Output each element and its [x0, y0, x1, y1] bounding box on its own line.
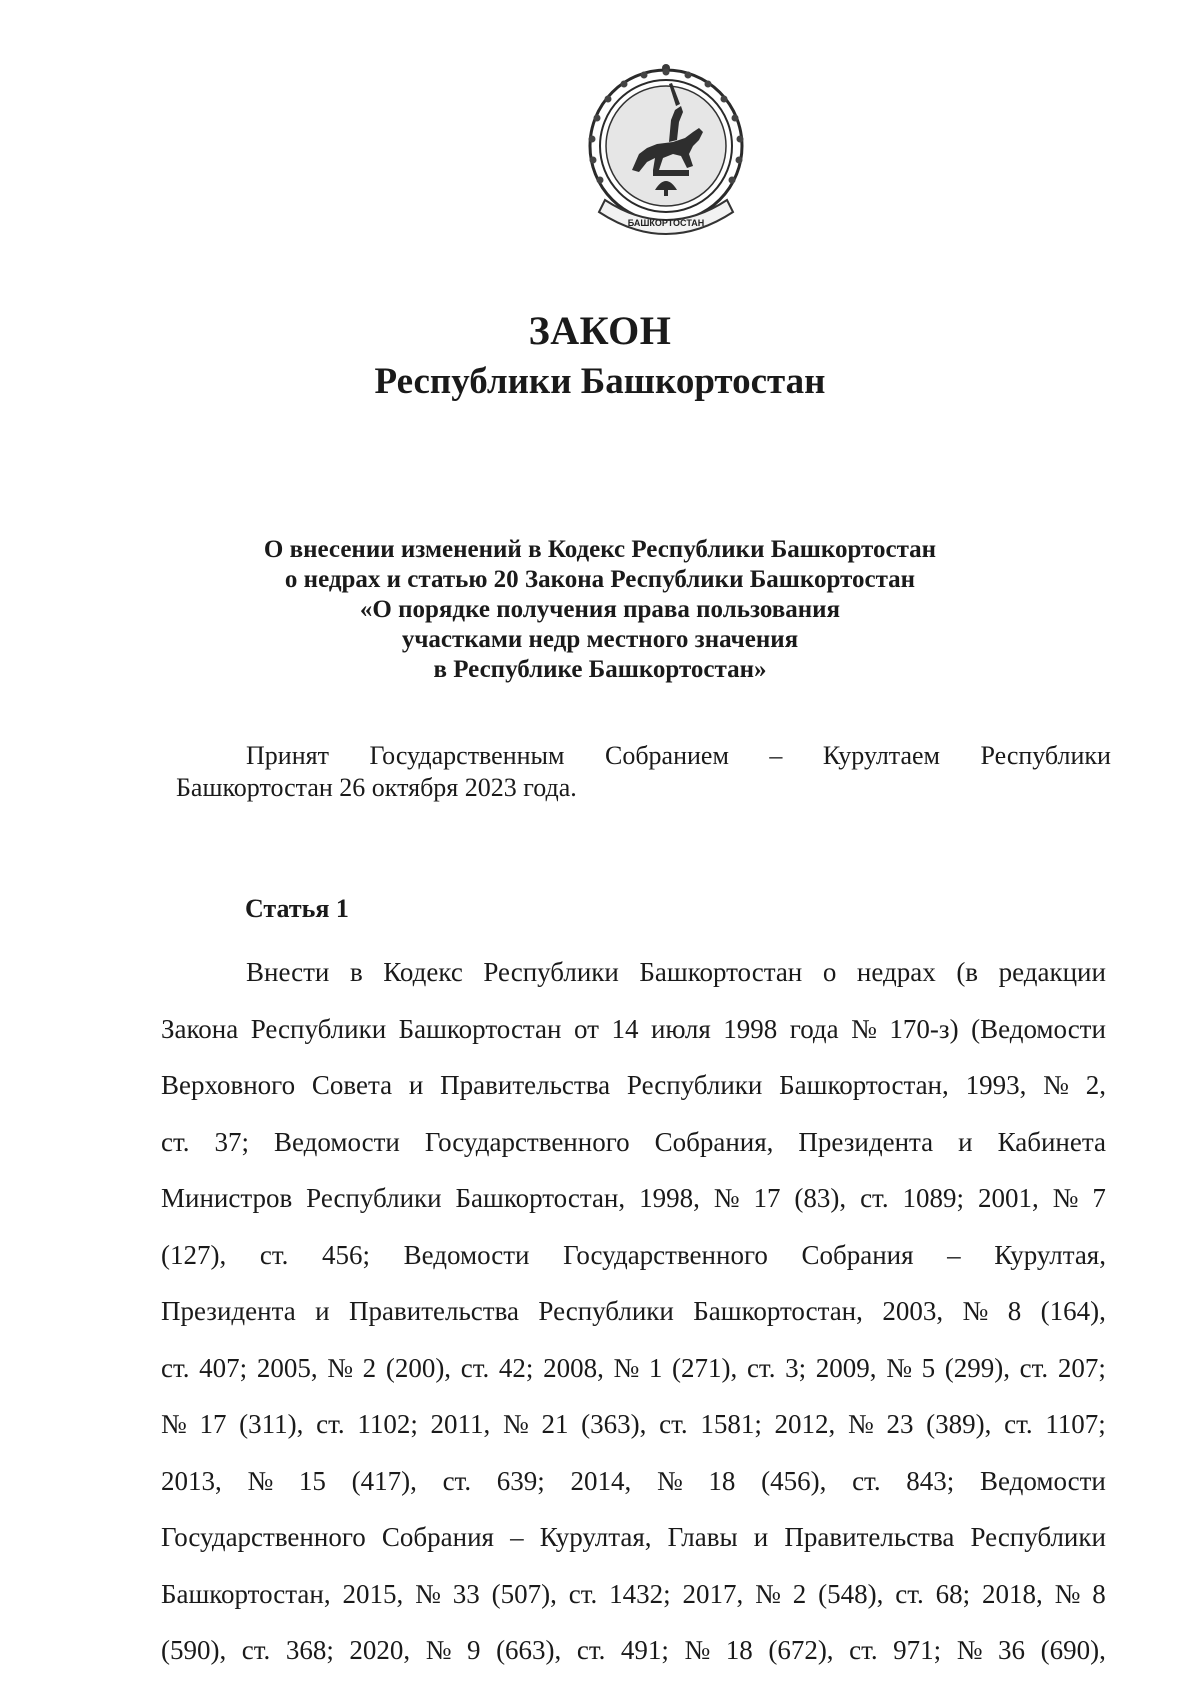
adoption-word: – — [769, 741, 783, 770]
article-word: Внести — [246, 957, 330, 987]
article-word: ст. — [1004, 1409, 1033, 1439]
article-word: (83), — [794, 1183, 847, 1213]
article-word: 68; — [935, 1578, 971, 1609]
adoption-line — [176, 740, 1111, 772]
adoption-word: Принят — [246, 741, 329, 770]
article-word: года — [789, 1013, 839, 1044]
article-word: (417), — [351, 1465, 417, 1496]
ribbon-text: БАШКОРТОСТАН — [627, 218, 705, 228]
article-word: Государственного — [424, 1126, 630, 1157]
article-word: 8 — [1007, 1296, 1022, 1326]
article-word: ст. — [568, 1578, 598, 1609]
article-word: 1102; — [357, 1409, 418, 1439]
article-word: (690), — [1040, 1635, 1106, 1665]
article-word: № — [713, 1183, 740, 1213]
article-line — [161, 952, 1106, 1009]
article-word: и — [958, 1126, 973, 1157]
article-word: 1089; — [902, 1183, 965, 1213]
article-word: 2001, — [977, 1183, 1039, 1213]
article-word: 2003, — [882, 1296, 944, 1326]
article-word: 2 — [792, 1578, 807, 1609]
article-word: ст. — [852, 1465, 881, 1496]
article-word: Министров — [161, 1183, 293, 1213]
article-word: Правительства — [349, 1296, 519, 1326]
article-word: № — [1052, 1183, 1079, 1213]
article-word: 2, — [1085, 1070, 1106, 1100]
article-line — [161, 1461, 1106, 1518]
article-word: ст. — [259, 1239, 289, 1270]
article-word: № — [1043, 1070, 1069, 1100]
article-line — [161, 1235, 1106, 1292]
article-word: ст. — [849, 1635, 878, 1665]
article-word: 42; — [498, 1352, 534, 1383]
law-name-line: в Республике Башкортостан» — [433, 656, 767, 683]
article-line — [161, 1009, 1106, 1066]
article-word: Ведомости — [274, 1126, 400, 1157]
adoption-line: Башкортостан 26 октября 2023 года. — [176, 773, 577, 802]
article-word: 1581; — [700, 1409, 762, 1439]
article-word: 18 — [708, 1465, 736, 1496]
article-word: № — [161, 1409, 187, 1439]
article-word: 2015, — [342, 1578, 404, 1609]
article-word: № — [415, 1578, 441, 1609]
article-line — [161, 1630, 1106, 1687]
article-word: 36 — [998, 1635, 1026, 1665]
article-word: Башкортостан — [639, 957, 803, 987]
bashkortostan-coat-of-arms-icon — [577, 62, 755, 244]
article-word: ст. — [746, 1352, 776, 1383]
article-word: 2014, — [570, 1465, 632, 1496]
article-word: № — [327, 1352, 354, 1383]
article-word: ст. — [895, 1578, 924, 1609]
article-word: недрах — [856, 957, 936, 987]
article-word: о — [822, 957, 837, 987]
article-word: № — [886, 1352, 912, 1383]
article-word: (672), — [768, 1635, 834, 1665]
document-subtitle: Республики Башкортостан — [374, 361, 826, 402]
article-line — [161, 1348, 1106, 1405]
article-word: 2013, — [161, 1465, 222, 1496]
article-word: 1 — [648, 1352, 663, 1383]
article-line — [161, 1574, 1106, 1631]
article-line — [161, 1517, 1106, 1574]
article-word: 368; — [285, 1635, 334, 1665]
article-word: (164), — [1040, 1296, 1106, 1326]
article-word: № — [847, 1409, 874, 1439]
article-word: 17 — [199, 1409, 227, 1439]
article-word: (507), — [491, 1578, 557, 1609]
article-word: Курултая, — [539, 1522, 652, 1552]
article-word: 1998 — [723, 1013, 778, 1044]
article-word: 2008, — [543, 1352, 604, 1383]
article-word: и — [408, 1070, 424, 1100]
article-word: 8 — [1092, 1578, 1106, 1609]
article-line — [161, 1065, 1106, 1122]
article-word: ст. — [161, 1352, 190, 1383]
article-word: Республики — [626, 1070, 763, 1100]
article-word: № — [1054, 1578, 1081, 1609]
article-word: Кабинета — [997, 1126, 1106, 1157]
article-word: Башкортостан, — [455, 1183, 626, 1213]
article-word: 33 — [452, 1578, 480, 1609]
law-name-line: о недрах и статью 20 Закона Республики Башкортостан — [284, 566, 916, 593]
article-word: (271), — [672, 1352, 738, 1383]
article-word: – — [947, 1239, 961, 1270]
document-title: ЗАКОН — [528, 308, 672, 353]
article-word: 170-з) — [889, 1013, 959, 1044]
law-name — [0, 535, 1200, 685]
article-word: Республики — [483, 957, 619, 987]
article-word: Собрания — [801, 1239, 914, 1270]
article-word: ст. — [241, 1635, 271, 1665]
article-word: Башкортостан — [398, 1013, 562, 1044]
article-word: июля — [650, 1013, 711, 1044]
article-word: 2018, — [982, 1578, 1043, 1609]
article-word: 9 — [467, 1635, 481, 1665]
article-line — [161, 1404, 1106, 1461]
article-word: 491; — [620, 1635, 669, 1665]
article-word: 843; — [906, 1465, 955, 1496]
article-word: ст. — [659, 1409, 688, 1439]
adoption-word: Государственным — [369, 741, 565, 770]
article-word: 37; — [214, 1126, 250, 1157]
article-word: 1432; — [609, 1578, 671, 1609]
article-word: № — [956, 1635, 983, 1665]
article-word: 1107; — [1045, 1409, 1106, 1439]
article-word: 639; — [496, 1465, 545, 1496]
article-word: Главы — [667, 1522, 738, 1552]
adoption-word: Республики — [980, 741, 1111, 770]
article-word: в — [349, 957, 363, 987]
law-name-line: О внесении изменений в Кодекс Республики Башкортостан — [263, 536, 937, 563]
article-word: 23 — [886, 1409, 914, 1439]
article-word: 971; — [893, 1635, 942, 1665]
article-word: 21 — [541, 1409, 569, 1439]
adoption-statement — [176, 740, 1111, 804]
article-word: Правительства — [440, 1070, 611, 1100]
article-word: Башкортостан, — [779, 1070, 949, 1100]
article-word: (Ведомости — [971, 1013, 1106, 1044]
article-word: Президента — [161, 1296, 296, 1326]
article-word: 2020, — [349, 1635, 411, 1665]
article-word: № — [851, 1013, 877, 1044]
adoption-word: Собранием — [604, 741, 729, 770]
article-line — [161, 1178, 1106, 1235]
article-word: № — [656, 1465, 683, 1496]
article-word: 456; — [322, 1239, 371, 1270]
article-word: Верховного — [161, 1070, 296, 1100]
article-word: ст. — [1019, 1352, 1049, 1383]
article-word: (363), — [581, 1409, 647, 1439]
adoption-word: Курултаем — [822, 741, 941, 770]
article-word: 2 — [362, 1352, 377, 1383]
article-word: Государственного — [161, 1522, 366, 1552]
article-word: Президента — [798, 1126, 934, 1157]
article-word: Правительства — [784, 1522, 955, 1552]
law-name-line: «О порядке получения права пользования — [359, 596, 841, 623]
article-word: 2012, — [774, 1409, 836, 1439]
article-word: Кодекс — [383, 957, 463, 987]
article-word: 407; — [199, 1352, 248, 1383]
article-word: (663), — [496, 1635, 562, 1665]
article-word: № — [425, 1635, 452, 1665]
article-word: и — [315, 1296, 330, 1326]
article-word: № — [962, 1296, 989, 1326]
article-word: Республики — [538, 1296, 674, 1326]
article-word: редакции — [998, 957, 1106, 987]
article-word: 1993, — [965, 1070, 1027, 1100]
article-word: и — [753, 1522, 769, 1552]
article-word: № — [684, 1635, 711, 1665]
article-word: ст. — [860, 1183, 889, 1213]
article-word: Республики — [306, 1183, 442, 1213]
article-word: Ведомости — [403, 1239, 530, 1270]
article-word: 1998, — [639, 1183, 700, 1213]
article-word: (389), — [926, 1409, 992, 1439]
article-line — [161, 1291, 1106, 1348]
article-word: 207; — [1057, 1352, 1106, 1383]
article-word: (548), — [818, 1578, 884, 1609]
article-word: 2017, — [682, 1578, 744, 1609]
article-word: Государственного — [563, 1239, 768, 1270]
article-word: 14 — [611, 1013, 639, 1044]
article-word: ст. — [442, 1465, 472, 1496]
article-word: (311), — [239, 1409, 304, 1439]
article-word: № — [613, 1352, 640, 1383]
article-word: ст. — [316, 1409, 345, 1439]
article-word: Совета — [311, 1070, 393, 1100]
article-word: № — [247, 1465, 274, 1496]
article-word: № — [502, 1409, 529, 1439]
article-word: от — [574, 1013, 599, 1044]
article-word: ст. — [460, 1352, 490, 1383]
article-word: – — [510, 1522, 524, 1552]
article-heading: Статья 1 — [245, 894, 349, 923]
article-word: 3; — [785, 1352, 807, 1383]
article-word: Собрания — [381, 1522, 494, 1552]
article-word: Закона — [161, 1013, 239, 1044]
article-word: 2009, — [815, 1352, 877, 1383]
article-word: (200), — [385, 1352, 452, 1383]
article-word: Ведомости — [980, 1465, 1106, 1496]
article-word: Республики — [970, 1522, 1106, 1552]
article-word: (127), — [161, 1239, 227, 1270]
article-word: (590), — [161, 1635, 227, 1665]
article-word: 5 — [921, 1352, 936, 1383]
article-word: 18 — [725, 1635, 753, 1665]
article-word: (в — [956, 957, 979, 987]
article-word: 17 — [753, 1183, 781, 1213]
article-word: (299), — [944, 1352, 1010, 1383]
article-word: ст. — [576, 1635, 606, 1665]
article-word: ст. — [161, 1126, 190, 1157]
article-word: 2005, — [256, 1352, 318, 1383]
article-word: Республики — [250, 1013, 387, 1044]
article-word: (456), — [761, 1465, 827, 1496]
article-word: 15 — [298, 1465, 326, 1496]
law-name-line: участками недр местного значения — [401, 626, 799, 653]
article-word: Курултая, — [994, 1239, 1106, 1270]
article-word: Башкортостан, — [161, 1578, 331, 1609]
article-word: Собрания, — [654, 1126, 774, 1157]
article-word: 7 — [1092, 1183, 1106, 1213]
article-line — [161, 1122, 1106, 1179]
article-word: Башкортостан, — [693, 1296, 863, 1326]
article-word: № — [755, 1578, 781, 1609]
article-word: 2011, — [430, 1409, 491, 1439]
article-body — [161, 952, 1106, 1687]
